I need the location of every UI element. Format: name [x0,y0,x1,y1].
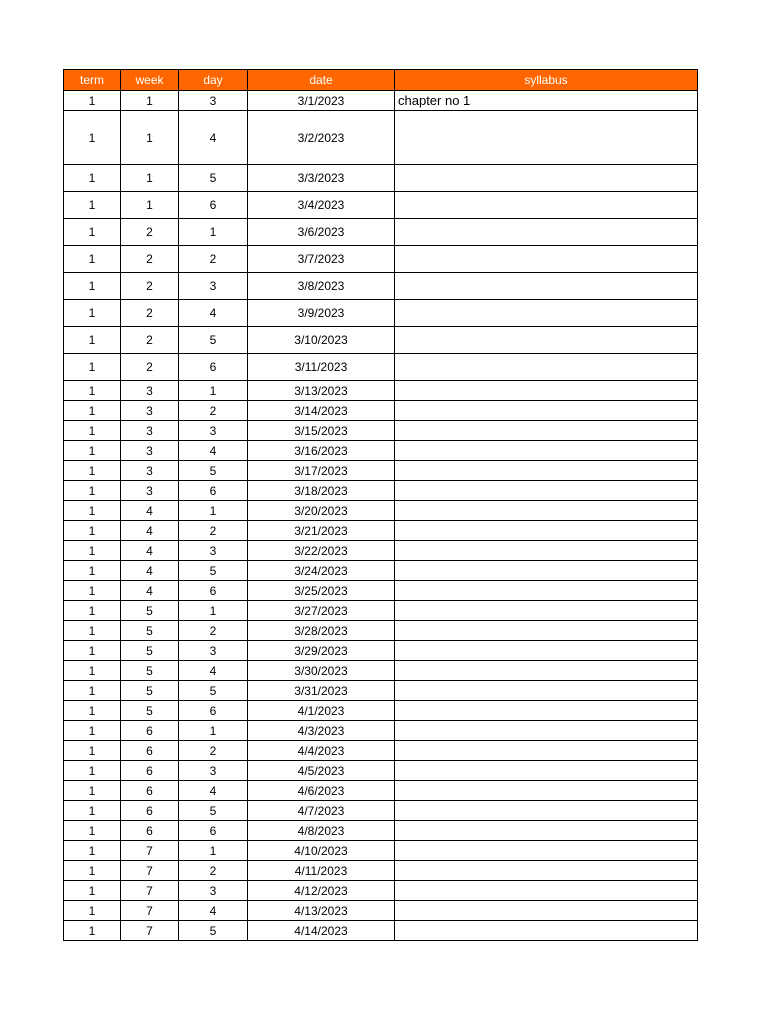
cell-date[interactable]: 3/18/2023 [248,481,395,501]
cell-week[interactable]: 6 [121,781,179,801]
cell-day[interactable]: 4 [179,300,248,327]
cell-day[interactable]: 5 [179,165,248,192]
cell-date[interactable]: 3/29/2023 [248,641,395,661]
cell-date[interactable]: 4/8/2023 [248,821,395,841]
table-row [64,541,698,561]
cell-date[interactable]: 3/22/2023 [248,541,395,561]
table-row [64,681,698,701]
cell-week[interactable]: 3 [121,461,179,481]
table-row [64,801,698,821]
cell-syllabus[interactable] [395,741,698,761]
cell-day[interactable]: 6 [179,481,248,501]
cell-syllabus[interactable] [395,821,698,841]
cell-day[interactable]: 3 [179,421,248,441]
cell-term[interactable]: 1 [64,401,121,421]
cell-syllabus[interactable] [395,354,698,381]
cell-day[interactable]: 3 [179,273,248,300]
cell-day[interactable]: 6 [179,821,248,841]
cell-date[interactable]: 3/17/2023 [248,461,395,481]
cell-syllabus[interactable] [395,681,698,701]
cell-date[interactable]: 4/5/2023 [248,761,395,781]
cell-date[interactable]: 4/10/2023 [248,841,395,861]
cell-week[interactable]: 4 [121,581,179,601]
cell-day[interactable]: 4 [179,441,248,461]
cell-week[interactable]: 2 [121,273,179,300]
cell-syllabus[interactable] [395,721,698,741]
cell-week[interactable]: 7 [121,901,179,921]
table-row [64,521,698,541]
cell-term[interactable]: 1 [64,246,121,273]
cell-date[interactable]: 3/8/2023 [248,273,395,300]
cell-week[interactable]: 5 [121,601,179,621]
table-row [64,741,698,761]
table-row [64,91,698,111]
cell-date[interactable]: 3/11/2023 [248,354,395,381]
cell-week[interactable]: 2 [121,327,179,354]
table-row [64,441,698,461]
cell-day[interactable]: 5 [179,801,248,821]
cell-syllabus[interactable] [395,701,698,721]
table-row [64,621,698,641]
cell-term[interactable]: 1 [64,165,121,192]
cell-week[interactable]: 4 [121,521,179,541]
cell-syllabus[interactable] [395,801,698,821]
cell-day[interactable]: 3 [179,761,248,781]
cell-day[interactable]: 2 [179,741,248,761]
cell-date[interactable]: 3/21/2023 [248,521,395,541]
cell-date[interactable]: 3/24/2023 [248,561,395,581]
cell-syllabus[interactable] [395,219,698,246]
cell-day[interactable]: 2 [179,521,248,541]
cell-day[interactable]: 1 [179,381,248,401]
cell-day[interactable]: 1 [179,501,248,521]
cell-date[interactable]: 4/1/2023 [248,701,395,721]
table-row [64,354,698,381]
cell-date[interactable]: 3/10/2023 [248,327,395,354]
table-row [64,165,698,192]
cell-week[interactable]: 2 [121,300,179,327]
cell-term[interactable]: 1 [64,501,121,521]
cell-date[interactable]: 3/15/2023 [248,421,395,441]
cell-date[interactable]: 4/7/2023 [248,801,395,821]
cell-term[interactable]: 1 [64,841,121,861]
cell-term[interactable]: 1 [64,354,121,381]
cell-syllabus[interactable] [395,521,698,541]
cell-syllabus[interactable] [395,441,698,461]
cell-syllabus[interactable] [395,192,698,219]
cell-term[interactable]: 1 [64,801,121,821]
cell-day[interactable]: 3 [179,91,248,111]
table-row [64,581,698,601]
cell-week[interactable]: 4 [121,501,179,521]
cell-syllabus[interactable] [395,601,698,621]
table-row [64,861,698,881]
cell-syllabus[interactable] [395,641,698,661]
cell-term[interactable]: 1 [64,461,121,481]
cell-syllabus[interactable] [395,781,698,801]
cell-date[interactable]: 3/25/2023 [248,581,395,601]
cell-week[interactable]: 6 [121,821,179,841]
cell-week[interactable]: 3 [121,441,179,461]
cell-term[interactable]: 1 [64,921,121,941]
cell-day[interactable]: 4 [179,901,248,921]
cell-date[interactable]: 3/14/2023 [248,401,395,421]
cell-term[interactable]: 1 [64,781,121,801]
cell-week[interactable]: 4 [121,541,179,561]
cell-week[interactable]: 7 [121,841,179,861]
cell-term[interactable]: 1 [64,219,121,246]
cell-day[interactable]: 6 [179,701,248,721]
header-syllabus: syllabus [395,70,698,91]
table-row [64,921,698,941]
cell-term[interactable]: 1 [64,541,121,561]
cell-week[interactable]: 2 [121,219,179,246]
cell-term[interactable]: 1 [64,601,121,621]
cell-date[interactable]: 4/14/2023 [248,921,395,941]
cell-day[interactable]: 4 [179,781,248,801]
cell-syllabus[interactable]: chapter no 1 [395,91,698,111]
cell-term[interactable]: 1 [64,701,121,721]
cell-week[interactable]: 2 [121,354,179,381]
cell-date[interactable]: 4/3/2023 [248,721,395,741]
table-row [64,300,698,327]
cell-week[interactable]: 5 [121,701,179,721]
cell-syllabus[interactable] [395,401,698,421]
table-row [64,881,698,901]
cell-day[interactable]: 4 [179,661,248,681]
cell-term[interactable]: 1 [64,901,121,921]
header-term: term [64,70,121,91]
cell-term[interactable]: 1 [64,91,121,111]
cell-date[interactable]: 4/12/2023 [248,881,395,901]
cell-syllabus[interactable] [395,621,698,641]
cell-week[interactable]: 5 [121,681,179,701]
cell-syllabus[interactable] [395,881,698,901]
cell-date[interactable]: 4/13/2023 [248,901,395,921]
cell-week[interactable]: 2 [121,246,179,273]
cell-day[interactable]: 2 [179,246,248,273]
cell-syllabus[interactable] [395,246,698,273]
table-row [64,761,698,781]
cell-syllabus[interactable] [395,501,698,521]
cell-week[interactable]: 6 [121,741,179,761]
cell-term[interactable]: 1 [64,741,121,761]
cell-date[interactable]: 3/3/2023 [248,165,395,192]
table-row [64,821,698,841]
cell-week[interactable]: 1 [121,165,179,192]
header-week: week [121,70,179,91]
cell-date[interactable]: 3/31/2023 [248,681,395,701]
cell-day[interactable]: 1 [179,601,248,621]
cell-syllabus[interactable] [395,111,698,165]
cell-term[interactable]: 1 [64,881,121,901]
cell-term[interactable]: 1 [64,441,121,461]
cell-date[interactable]: 3/6/2023 [248,219,395,246]
cell-term[interactable]: 1 [64,761,121,781]
table-row [64,701,698,721]
cell-week[interactable]: 4 [121,561,179,581]
cell-term[interactable]: 1 [64,721,121,741]
cell-week[interactable]: 1 [121,192,179,219]
cell-day[interactable]: 3 [179,641,248,661]
cell-date[interactable]: 3/1/2023 [248,91,395,111]
cell-term[interactable]: 1 [64,581,121,601]
cell-date[interactable]: 3/27/2023 [248,601,395,621]
cell-syllabus[interactable] [395,841,698,861]
table-row [64,661,698,681]
cell-term[interactable]: 1 [64,661,121,681]
cell-day[interactable]: 1 [179,219,248,246]
cell-week[interactable]: 1 [121,111,179,165]
cell-term[interactable]: 1 [64,861,121,881]
cell-date[interactable]: 3/7/2023 [248,246,395,273]
cell-term[interactable]: 1 [64,327,121,354]
cell-week[interactable]: 7 [121,881,179,901]
cell-day[interactable]: 6 [179,192,248,219]
table-row [64,219,698,246]
cell-day[interactable]: 3 [179,881,248,901]
table-row [64,721,698,741]
cell-syllabus[interactable] [395,381,698,401]
cell-term[interactable]: 1 [64,621,121,641]
cell-syllabus[interactable] [395,581,698,601]
cell-week[interactable]: 6 [121,801,179,821]
table-row [64,246,698,273]
table-row [64,381,698,401]
cell-syllabus[interactable] [395,273,698,300]
cell-term[interactable]: 1 [64,681,121,701]
table-row [64,561,698,581]
cell-syllabus[interactable] [395,901,698,921]
cell-syllabus[interactable] [395,561,698,581]
cell-week[interactable]: 5 [121,661,179,681]
cell-syllabus[interactable] [395,421,698,441]
table-row [64,501,698,521]
cell-day[interactable]: 6 [179,581,248,601]
cell-date[interactable]: 4/6/2023 [248,781,395,801]
cell-day[interactable]: 2 [179,621,248,641]
cell-day[interactable]: 1 [179,841,248,861]
table-row [64,273,698,300]
table-row [64,327,698,354]
header-row [64,70,698,91]
cell-term[interactable]: 1 [64,821,121,841]
cell-day[interactable]: 2 [179,861,248,881]
cell-date[interactable]: 3/20/2023 [248,501,395,521]
cell-date[interactable]: 3/28/2023 [248,621,395,641]
table-row [64,111,698,165]
cell-syllabus[interactable] [395,541,698,561]
cell-day[interactable]: 5 [179,327,248,354]
cell-syllabus[interactable] [395,165,698,192]
cell-syllabus[interactable] [395,327,698,354]
cell-day[interactable]: 6 [179,354,248,381]
cell-day[interactable]: 5 [179,921,248,941]
header-day: day [179,70,248,91]
table-row [64,481,698,501]
cell-term[interactable]: 1 [64,561,121,581]
cell-date[interactable]: 3/2/2023 [248,111,395,165]
schedule-table [63,69,698,941]
cell-term[interactable]: 1 [64,192,121,219]
table-row [64,421,698,441]
cell-date[interactable]: 3/16/2023 [248,441,395,461]
table-body [64,91,698,941]
cell-date[interactable]: 3/4/2023 [248,192,395,219]
cell-term[interactable]: 1 [64,273,121,300]
cell-day[interactable]: 2 [179,401,248,421]
cell-syllabus[interactable] [395,300,698,327]
cell-date[interactable]: 3/30/2023 [248,661,395,681]
table-row [64,841,698,861]
table-row [64,641,698,661]
cell-week[interactable]: 7 [121,921,179,941]
cell-day[interactable]: 5 [179,461,248,481]
header-date: date [248,70,395,91]
cell-term[interactable]: 1 [64,421,121,441]
cell-date[interactable]: 3/13/2023 [248,381,395,401]
cell-date[interactable]: 4/4/2023 [248,741,395,761]
cell-day[interactable]: 3 [179,541,248,561]
cell-week[interactable]: 3 [121,381,179,401]
cell-term[interactable]: 1 [64,381,121,401]
cell-syllabus[interactable] [395,761,698,781]
cell-day[interactable]: 4 [179,111,248,165]
table-row [64,192,698,219]
cell-syllabus[interactable] [395,481,698,501]
cell-syllabus[interactable] [395,461,698,481]
cell-week[interactable]: 3 [121,421,179,441]
cell-day[interactable]: 1 [179,721,248,741]
cell-term[interactable]: 1 [64,481,121,501]
cell-week[interactable]: 7 [121,861,179,881]
cell-term[interactable]: 1 [64,111,121,165]
cell-term[interactable]: 1 [64,641,121,661]
table-row [64,401,698,421]
cell-week[interactable]: 5 [121,641,179,661]
table-row [64,601,698,621]
cell-week[interactable]: 3 [121,401,179,421]
cell-day[interactable]: 5 [179,561,248,581]
cell-date[interactable]: 3/9/2023 [248,300,395,327]
cell-week[interactable]: 6 [121,721,179,741]
table-row [64,781,698,801]
table-row [64,901,698,921]
cell-week[interactable]: 3 [121,481,179,501]
cell-syllabus[interactable] [395,661,698,681]
cell-week[interactable]: 6 [121,761,179,781]
cell-week[interactable]: 5 [121,621,179,641]
cell-date[interactable]: 4/11/2023 [248,861,395,881]
cell-term[interactable]: 1 [64,521,121,541]
cell-week[interactable]: 1 [121,91,179,111]
table-row [64,461,698,481]
cell-syllabus[interactable] [395,861,698,881]
cell-term[interactable]: 1 [64,300,121,327]
cell-day[interactable]: 5 [179,681,248,701]
cell-syllabus[interactable] [395,921,698,941]
